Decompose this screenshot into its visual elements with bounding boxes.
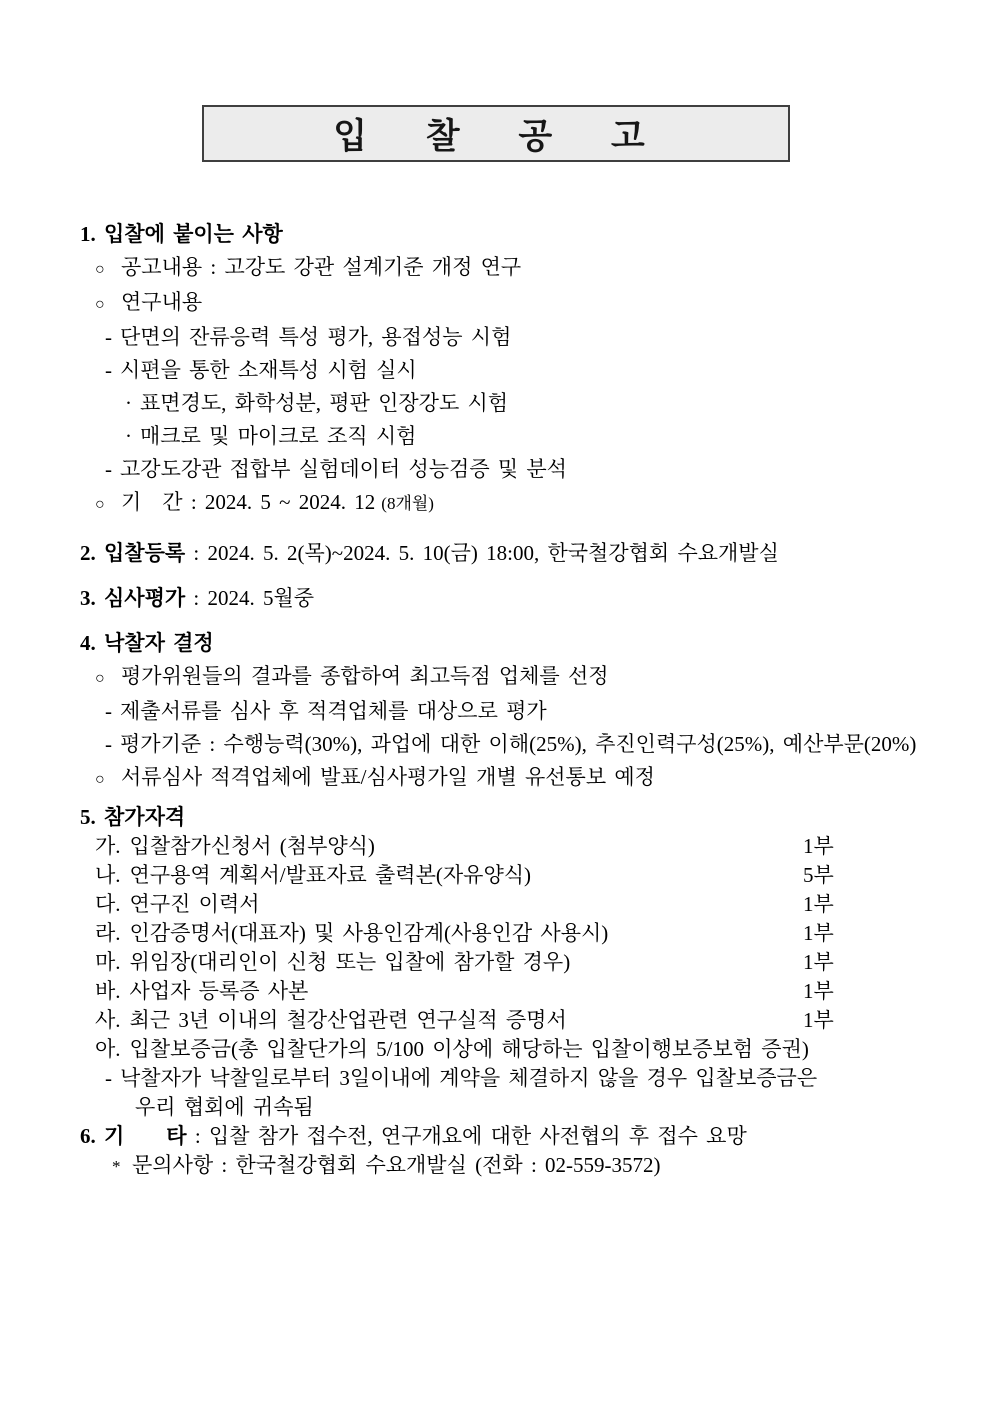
item-text: 평가기준 : 수행능력(30%), 과업에 대한 이해(25%), 추진인력구성(25%), 예산부문(20%): [120, 732, 917, 756]
item-text: 공고내용 : 고강도 강관 설계기준 개정 연구: [121, 255, 522, 279]
list-item: [0, 420, 992, 453]
section-4-heading: 4. 낙찰자 결정: [80, 631, 214, 655]
dash-bullet: -: [105, 325, 112, 349]
document-row: [95, 861, 847, 890]
dot-bullet: ·: [125, 424, 132, 448]
item-text: 시편을 통한 소재특성 시험 실시: [120, 358, 417, 382]
list-item: [0, 321, 992, 354]
list-item: [0, 728, 992, 761]
circle-bullet: ○: [95, 670, 105, 687]
document-row: [95, 1035, 847, 1064]
dash-bullet: -: [105, 1066, 112, 1090]
section-2-text: : 2024. 5. 2(목)~2024. 5. 10(금) 18:00, 한국철강협회 수요개발실: [185, 541, 779, 565]
copies-count: 1부: [803, 892, 834, 916]
row-text: 입찰보증금(총 입찰단가의 5/100 이상에 해당하는 입찰이행보증보험 증권): [129, 1037, 809, 1061]
copies-count: 1부: [803, 834, 834, 858]
section-5-heading: 5. 참가자격: [80, 805, 186, 829]
list-item: [0, 660, 992, 695]
row-label: 마.: [95, 950, 121, 974]
row-label: 바.: [95, 979, 121, 1003]
row-label: 다.: [95, 892, 121, 916]
copies-count: 5부: [803, 863, 834, 887]
row-text: 연구용역 계획서/발표자료 출력본(자유양식): [129, 863, 532, 887]
list-item: [0, 286, 992, 321]
section-2-line: [80, 537, 992, 570]
bid-bond-sub-item: [0, 1064, 992, 1093]
list-item: [0, 486, 992, 521]
row-text: 인감증명서(대표자) 및 사용인감계(사용인감 사용시): [129, 921, 609, 945]
list-item: [0, 354, 992, 387]
item-text: 낙찰자가 낙찰일로부터 3일이내에 계약을 체결하지 않을 경우 입찰보증금은: [120, 1066, 818, 1090]
circle-bullet: ○: [95, 496, 105, 513]
dot-bullet: ·: [125, 391, 132, 415]
section-6-label: 6. 기 타: [80, 1124, 187, 1148]
contact-note-text: 문의사항 : 한국철강협회 수요개발실 (전화 : 02-559-3572): [132, 1153, 661, 1177]
row-label: 사.: [95, 1008, 121, 1032]
item-text: 평가위원들의 결과를 종합하여 최고득점 업체를 선정: [121, 664, 609, 688]
copies-count: 1부: [803, 921, 834, 945]
circle-bullet: ○: [95, 296, 105, 313]
document-row: [95, 890, 847, 919]
duration-note: (8개월): [381, 494, 434, 513]
row-text: 입찰참가신청서 (첨부양식): [129, 834, 375, 858]
list-item: [0, 251, 992, 286]
section-5-required-documents: [95, 832, 847, 1064]
document-row: [95, 948, 847, 977]
list-item: [0, 695, 992, 728]
section-1-items: [0, 251, 992, 521]
row-label: 라.: [95, 921, 121, 945]
list-item: [0, 453, 992, 486]
item-text: 기 간 : 2024. 5 ~ 2024. 12: [121, 490, 376, 514]
copies-count: 1부: [803, 979, 834, 1003]
title-box: [202, 105, 790, 162]
item-text: 표면경도, 화학성분, 평판 인장강도 시험: [140, 391, 509, 415]
circle-bullet: ○: [95, 771, 105, 788]
section-6-line: [80, 1122, 992, 1151]
document-row: [95, 832, 847, 861]
item-text: 단면의 잔류응력 특성 평가, 용접성능 시험: [120, 325, 512, 349]
item-text: 제출서류를 심사 후 적격업체를 대상으로 평가: [120, 699, 547, 723]
dash-bullet: -: [105, 457, 112, 481]
asterisk-marker: *: [112, 1157, 121, 1176]
section-6-text: : 입찰 참가 접수전, 연구개요에 대한 사전협의 후 접수 요망: [186, 1124, 747, 1148]
section-3-line: [80, 582, 992, 615]
document-row: [95, 977, 847, 1006]
item-text: 매크로 및 마이크로 조직 시험: [140, 424, 417, 448]
document-title: 입 찰 공 고: [333, 116, 659, 156]
row-text: 연구진 이력서: [129, 892, 260, 916]
row-text: 위임장(대리인이 신청 또는 입찰에 참가할 경우): [129, 950, 571, 974]
list-item: [0, 387, 992, 420]
section-4-items: [0, 660, 992, 796]
list-item: [0, 761, 992, 796]
copies-count: 1부: [803, 950, 834, 974]
document-row: [95, 919, 847, 948]
section-1-heading: 1. 입찰에 붙이는 사항: [80, 222, 283, 246]
row-text: 사업자 등록증 사본: [129, 979, 309, 1003]
section-2-label: 2. 입찰등록: [80, 541, 186, 565]
dash-bullet: -: [105, 732, 112, 756]
bid-bond-sub-item-continuation: 우리 협회에 귀속됨: [135, 1095, 314, 1119]
row-label: 나.: [95, 863, 121, 887]
item-text: 고강도강관 접합부 실험데이터 성능검증 및 분석: [120, 457, 567, 481]
dash-bullet: -: [105, 358, 112, 382]
section-3-text: : 2024. 5월중: [185, 586, 315, 610]
dash-bullet: -: [105, 699, 112, 723]
document-row: [95, 1006, 847, 1035]
contact-note: [112, 1151, 992, 1181]
item-text: 연구내용: [121, 290, 203, 314]
circle-bullet: ○: [95, 261, 105, 278]
row-label: 아.: [95, 1037, 121, 1061]
section-3-label: 3. 심사평가: [80, 586, 186, 610]
copies-count: 1부: [803, 1008, 834, 1032]
row-text: 최근 3년 이내의 철강산업관련 연구실적 증명서: [129, 1008, 567, 1032]
item-text: 서류심사 적격업체에 발표/심사평가일 개별 유선통보 예정: [121, 765, 655, 789]
copies-count: [809, 1035, 853, 1064]
row-label: 가.: [95, 834, 121, 858]
